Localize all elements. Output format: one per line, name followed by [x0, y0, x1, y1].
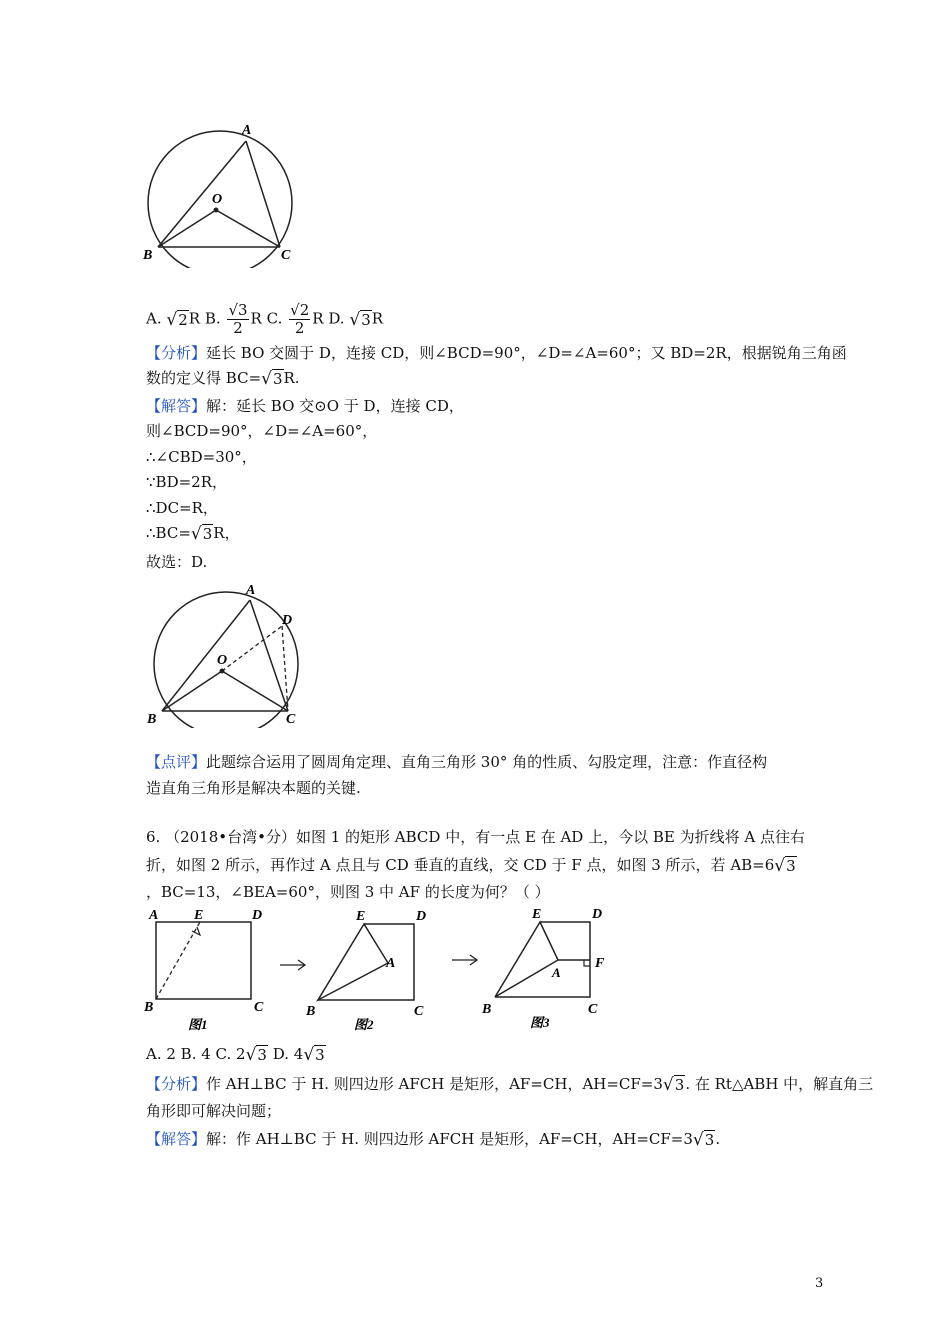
q5-comment-line1: 【点评】此题综合运用了圆周角定理、直角三角形 30° 角的性质、勾股定理，注意：作直径构: [146, 753, 768, 771]
q5-solution-line4: ∵BD=2R，: [146, 473, 227, 491]
label-A: A: [242, 123, 252, 138]
q6-line3: ，BC=13，∠BEA=60°，则图 3 中 AF 的长度为何？（ ）: [146, 883, 550, 901]
fig1-label-B: B: [144, 1000, 154, 1015]
fig2-label-A: A: [386, 956, 396, 971]
fig1-caption: 图1: [188, 1017, 208, 1032]
fig3-label-F: F: [595, 956, 605, 971]
label-D: D: [282, 613, 293, 628]
fig3-caption: 图3: [530, 1015, 550, 1030]
fig1-label-A: A: [149, 908, 159, 923]
label-C: C: [286, 712, 296, 727]
figures-rectangle-fold: [140, 905, 620, 1035]
q6-line2: 折，如图 2 所示，再作过 A 点且与 CD 垂直的直线，交 CD 于 F 点，如图 3 所示，若 AB=6√3: [146, 856, 796, 876]
fig2-label-E: E: [356, 909, 366, 924]
fig3-label-D: D: [592, 907, 603, 922]
q5-analysis-line1: 【分析】延长 BO 交圆于 D，连接 CD，则∠BCD=90°，∠D=∠A=60°；又 BD=2R，根据锐角三角函: [146, 344, 847, 362]
q6-analysis-line1: 【分析】作 AH⊥BC 于 H. 则四边形 AFCH 是矩形，AF=CH，AH=CF=3√3. 在 Rt△ABH 中，解直角三: [146, 1075, 874, 1095]
fig2-caption: 图2: [354, 1017, 374, 1032]
q5-solution-line6: ∴BC=√3R，: [146, 524, 240, 544]
q5-solution-line1: 【解答】解：延长 BO 交⊙O 于 D，连接 CD，: [146, 397, 464, 415]
fig3-label-E: E: [532, 907, 542, 922]
q5-comment-line2: 造直角三角形是解决本题的关键.: [146, 779, 361, 797]
q6-solution-line1: 【解答】解：作 AH⊥BC 于 H. 则四边形 AFCH 是矩形，AF=CH，AH=CF=3√3.: [146, 1130, 721, 1150]
label-B: B: [147, 712, 157, 727]
q5-solution-line2: 则∠BCD=90°，∠D=∠A=60°，: [146, 422, 378, 440]
fig3-label-C: C: [588, 1002, 598, 1017]
q5-options: A. √2R B. $\frac{√3}{2}$ R C. $\frac{√2}{2}$ R D. √3R: [146, 301, 384, 337]
q5-solution-line7: 故选：D.: [146, 553, 208, 571]
q5-solution-line3: ∴∠CBD=30°，: [146, 448, 257, 466]
label-O: O: [212, 192, 223, 207]
page-number: 3: [815, 1276, 824, 1291]
fig3-label-B: B: [482, 1002, 492, 1017]
q6-analysis-line2: 角形即可解决问题；: [146, 1102, 282, 1120]
label-A: A: [246, 583, 256, 598]
label-O: O: [217, 653, 228, 668]
fig1-label-C: C: [254, 1000, 264, 1015]
label-C: C: [281, 248, 291, 263]
fig2-label-C: C: [414, 1004, 424, 1019]
fig1-label-E: E: [194, 908, 204, 923]
q6-line1: 6. （2018•台湾•分）如图 1 的矩形 ABCD 中，有一点 E 在 AD 上，今以 BE 为折线将 A 点往右: [146, 828, 805, 846]
label-B: B: [143, 248, 153, 263]
figure-circle-triangle-1: [138, 118, 308, 268]
fig2-label-B: B: [306, 1004, 316, 1019]
fig3-label-A: A: [552, 965, 561, 980]
q6-options: A. 2 B. 4 C. 2√3 D. 4√3: [146, 1045, 325, 1065]
fig2-label-D: D: [416, 909, 427, 924]
q5-analysis-line2: 数的定义得 BC=√3R.: [146, 369, 300, 389]
figure-circle-triangle-2: [140, 578, 315, 728]
q5-solution-line5: ∴DC=R，: [146, 499, 218, 517]
fig1-label-D: D: [252, 908, 263, 923]
